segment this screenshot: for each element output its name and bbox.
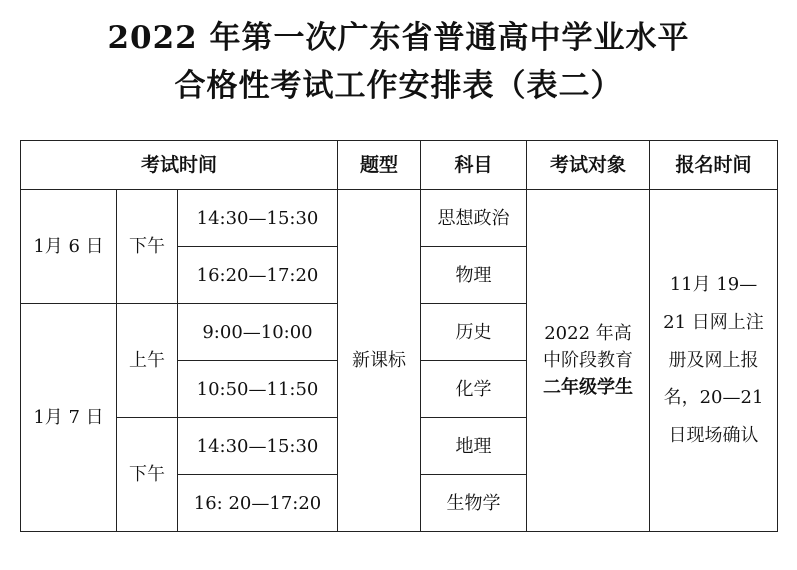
time-cell: 14:30—15:30 xyxy=(178,190,338,247)
date-cell: 1月 7 日 xyxy=(21,304,117,532)
subject-cell: 历史 xyxy=(421,304,527,361)
period-cell: 下午 xyxy=(117,418,178,532)
date-cell: 1月 6 日 xyxy=(21,190,117,304)
subject-cell: 地理 xyxy=(421,418,527,475)
header-registration-time: 报名时间 xyxy=(650,141,778,190)
header-exam-target: 考试对象 xyxy=(527,141,650,190)
title-line-2: 合格性考试工作安排表（表二） xyxy=(174,68,623,104)
time-cell: 14:30—15:30 xyxy=(178,418,338,475)
title-line-1: 2022 年第一次广东省普通高中学业水平 xyxy=(107,20,690,56)
time-cell: 16: 20—17:20 xyxy=(178,475,338,532)
header-row xyxy=(21,141,778,190)
schedule-table xyxy=(20,140,778,532)
exam-target-cell xyxy=(527,190,650,532)
header-subject: 科目 xyxy=(421,141,527,190)
subject-cell: 思想政治 xyxy=(421,190,527,247)
registration-text: 11月 19—21 日网上注册及网上报名，20—21 日现场确认 xyxy=(663,274,764,447)
period-cell: 上午 xyxy=(117,304,178,418)
header-question-type: 题型 xyxy=(338,141,421,190)
time-cell: 9:00—10:00 xyxy=(178,304,338,361)
period-cell: 下午 xyxy=(117,190,178,304)
subject-cell: 化学 xyxy=(421,361,527,418)
question-type-cell: 新课标 xyxy=(338,190,421,532)
time-cell: 16:20—17:20 xyxy=(178,247,338,304)
registration-cell xyxy=(650,190,778,532)
subject-cell: 生物学 xyxy=(421,475,527,532)
exam-target-grade: 二年级学生 xyxy=(543,377,633,398)
header-exam-time: 考试时间 xyxy=(21,141,338,190)
table-row xyxy=(21,190,778,247)
time-cell: 10:50—11:50 xyxy=(178,361,338,418)
subject-cell: 物理 xyxy=(421,247,527,304)
exam-target-prefix: 2022 年高中阶段教育 xyxy=(543,323,633,371)
